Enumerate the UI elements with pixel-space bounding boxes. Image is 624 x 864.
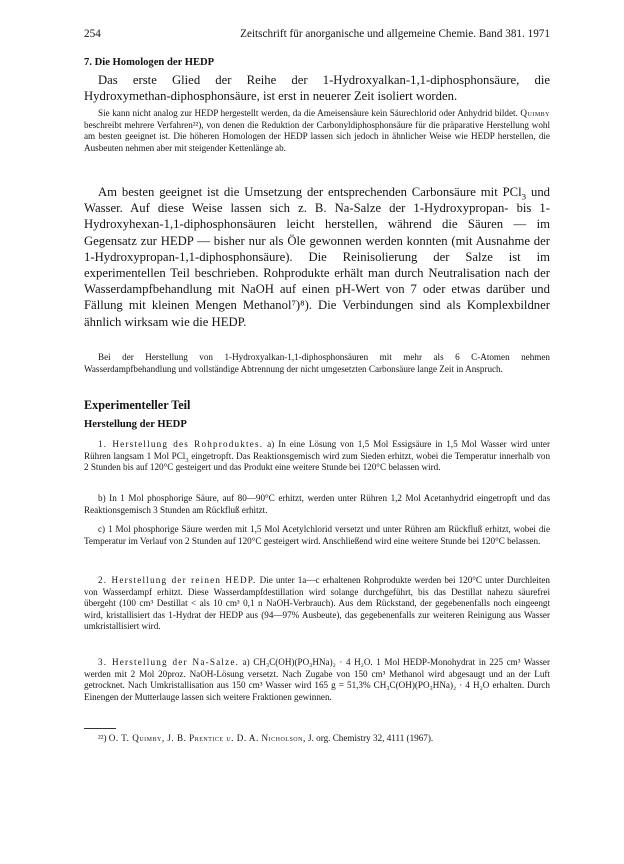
footnote: ²²) O. T. Quimby, J. B. Prentice u. D. A. Nicholson, J. org. Chemistry 32, 4111 (1967). (98, 733, 434, 743)
body-paragraph: Am besten geeignet ist die Umsetzung der entsprechenden Carbonsäure mit PCl$_3$ und Wasser. Auf diese Weise lassen sich z. B. Na-Salze der 1-Hydroxypropan- bis 1-Hydroxyhexan-1,1-diphosphonsäuren leicht herstellen, während die Säuren — im Gegensatz zur HEDP — bisher nur als Öle gewonnen werden konnten (mit Ausnahme der 1-Hydroxypropan-1,1-diphosphonsäure). Die Reinisolierung der Salze ist im experimentellen Teil beschrieben. Rohprodukte erhält man durch Neutralisation nach der Wasserdampfbehandlung mit NaOH auf einen pH-Wert von 7 oder etwas darüber und Fällung mit kleinen Mengen Methanol⁷)⁸). Die Verbindungen sind als Komplexbildner ähnlich wirksam wie die HEDP. (84, 185, 551, 329)
small-paragraph: Sie kann nicht analog zur HEDP hergestellt werden, da die Ameisensäure kein Säurechlorid oder Anhydrid bildet. Quimby beschreibt mehrere Verfahren²²), von denen die Reduktion der Carbonyldiphosphonsäure für die präparative Herstellung wohl am besten geeignet ist. Die höheren Homologen der HEDP lassen sich jedoch in ähnlicher Weise wie HEDP herstellen, die Ausbeuten nehmen aber mit steigender Kettenlänge ab. (84, 108, 550, 153)
procedure-paragraph: 2. Herstellung der reinen HEDP. Die unter 1a—c erhaltenen Rohprodukte werden bei 120°C unter Durchleiten von Wasserdampf erhitzt. Diese Wasserdampfdestillation wird solange durchgeführt, bis das Destillat nahezu säurefrei übergeht (100 cm³ Destillat < als 10 cm³ 0,1 n NaOH-Verbrauch). Aus dem Rückstand, der gegebenenfalls noch eingeengt wird, kristallisiert das 1-Hydrat der HEDP aus (94—97% Ausbeute), das gegebenenfalls zur weiteren Reinigung aus Wasser umkristallisiert wird. (84, 575, 550, 631)
procedure-paragraph: 3. Herstellung der Na-Salze. a) CH₃C(OH)(PO₃HNa)₂ · 4 H₂O. 1 Mol HEDP-Monohydrat in 225 cm³ Wasser werden mit 2 Mol 20proz. NaOH-Lösung versetzt. Nach Zugabe von 150 cm³ Methanol wird abgesaugt und an der Luft getrocknet. Nach Umkristallisation aus 150 cm³ Wasser wird 165 g = 51,3% CH₃C(OH)(PO₃HNa)₂ · 4 H₂O erhalten. Durch Einengen der Mutterlauge lassen sich weitere Fraktionen gewinnen. (84, 657, 550, 702)
page-number: 254 (84, 28, 101, 40)
subsection-heading: Herstellung der HEDP (84, 419, 187, 430)
procedure-label: 2. Herstellung der reinen HEDP. (98, 575, 257, 585)
procedure-label: 3. Herstellung der Na-Salze. (98, 657, 240, 667)
procedure-paragraph: 1. Herstellung des Rohproduktes. a) In eine Lösung von 1,5 Mol Essigsäure in 1,5 Mol Wasser wird unter Rühren langsam 1 Mol PCl$_3$ eingetropft. Das Reaktionsgemisch wird zum Sieden erhitzt, wobei die Temperatur innerhalb von 2 Stunden bis auf 120°C gesteigert und das Produkt eine weitere Stunde bei 120°C belassen wird. (84, 439, 551, 472)
section-heading: Experimenteller Teil (84, 398, 191, 412)
procedure-paragraph: b) In 1 Mol phosphorige Säure, auf 80—90°C erhitzt, werden unter Rühren 1,2 Mol Acetanhydrid eingetropft und das Reaktionsgemisch 3 Stunden am Rückfluß erhitzt. (84, 493, 550, 515)
footnote-authors: O. T. Quimby, J. B. Prentice u. D. A. Nicholson, (108, 733, 306, 743)
procedure-paragraph: c) 1 Mol phosphorige Säure werden mit 1,5 Mol Acetylchlorid versetzt und unter Rühren am Rückfluß erhitzt, wobei die Temperatur im Verlauf von 2 Stunden auf 120°C gesteigert wird. Anschließend wird eine weitere Stunde bei 120°C belassen. (84, 524, 550, 546)
journal-title: Zeitschrift für anorganische und allgemeine Chemie. Band 381. 1971 (240, 28, 550, 40)
small-paragraph: Bei der Herstellung von 1-Hydroxyalkan-1,1-diphosphonsäuren mit mehr als 6 C-Atomen nehmen Wasserdampfbehandlung und vollständige Abtrennung der nicht umgesetzten Carbonsäure lange Zeit in Anspruch. (84, 352, 550, 374)
footnote-rule (84, 728, 116, 729)
section-heading: 7. Die Homologen der HEDP (84, 57, 215, 68)
body-paragraph: Das erste Glied der Reihe der 1-Hydroxyalkan-1,1-diphosphonsäure, die Hydroxymethan-diphosphonsäure, ist erst in neuerer Zeit isoliert worden. (84, 73, 550, 104)
procedure-label: 1. Herstellung des Rohproduktes. (98, 439, 264, 449)
author-name: Quimby (520, 108, 550, 118)
